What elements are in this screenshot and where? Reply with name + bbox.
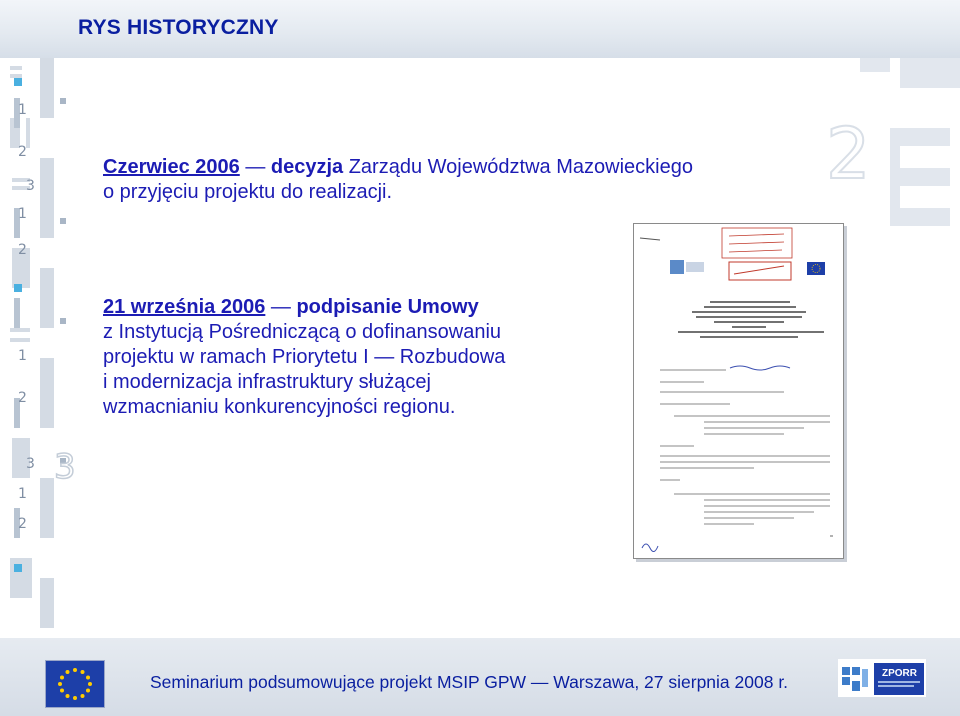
- decision-dash: —: [239, 156, 271, 178]
- svg-text:2: 2: [18, 144, 27, 160]
- svg-text:1: 1: [18, 102, 27, 118]
- header-bar: [0, 0, 960, 58]
- paragraph-agreement-line-1: [103, 295, 623, 320]
- left-decoration: [0, 58, 90, 638]
- decision-line1-rest: Zarządu Województwa Mazowieckiego: [343, 156, 693, 178]
- agreement-line-4: i modernizacja infrastruktury służącej: [103, 371, 431, 393]
- agreement-line-2: z Instytucją Pośredniczącą o dofinansowaniu: [103, 321, 502, 343]
- footer-bar: [0, 638, 960, 716]
- svg-text:2: 2: [18, 390, 27, 406]
- agreement-line-5: wzmacnianiu konkurencyjności regionu.: [103, 396, 456, 418]
- page-title: RYS HISTORYCZNY: [78, 16, 279, 39]
- paragraph-agreement: [103, 295, 623, 420]
- svg-text:3: 3: [26, 456, 35, 472]
- stamp-icon: [722, 228, 792, 258]
- agreement-keyword: podpisanie Umowy: [296, 296, 479, 318]
- svg-text:3: 3: [26, 178, 35, 194]
- doc-red-stamp-icon: [729, 262, 791, 280]
- eu-flag-icon: [45, 660, 105, 708]
- paragraph-decision-line-1: [103, 155, 823, 180]
- doc-logo-icon: [670, 260, 704, 274]
- signature-icon: [642, 544, 658, 552]
- svg-text:3: 3: [54, 447, 76, 487]
- handwritten-date-icon: [730, 366, 790, 370]
- svg-text:1: 1: [18, 486, 27, 502]
- decision-keyword: decyzja: [270, 156, 344, 178]
- svg-text:2: 2: [18, 516, 27, 532]
- decision-date: Czerwiec 2006: [103, 156, 240, 178]
- zporr-logo-icon: [838, 655, 926, 699]
- paragraph-decision: [103, 155, 823, 205]
- scanned-document-image: [634, 224, 843, 558]
- svg-text:2: 2: [18, 242, 27, 258]
- zporr-label: ZPORR: [882, 668, 917, 679]
- zporr-logo: [838, 655, 926, 699]
- doc-eu-flag-icon: [807, 262, 825, 275]
- agreement-dash: —: [265, 296, 297, 318]
- scanned-agreement-document: [633, 223, 844, 559]
- agreement-date: 21 września 2006: [103, 296, 266, 318]
- agreement-line-3: projektu w ramach Priorytetu I — Rozbudowa: [103, 346, 506, 368]
- footer-text: Seminarium podsumowujące projekt MSIP GPW — Warszawa, 27 sierpnia 2008 r.: [150, 672, 789, 692]
- svg-text:2: 2: [826, 113, 871, 195]
- decision-line-2: o przyjęciu projektu do realizacji.: [103, 181, 393, 203]
- svg-text:1: 1: [18, 348, 27, 364]
- svg-text:1: 1: [18, 206, 27, 222]
